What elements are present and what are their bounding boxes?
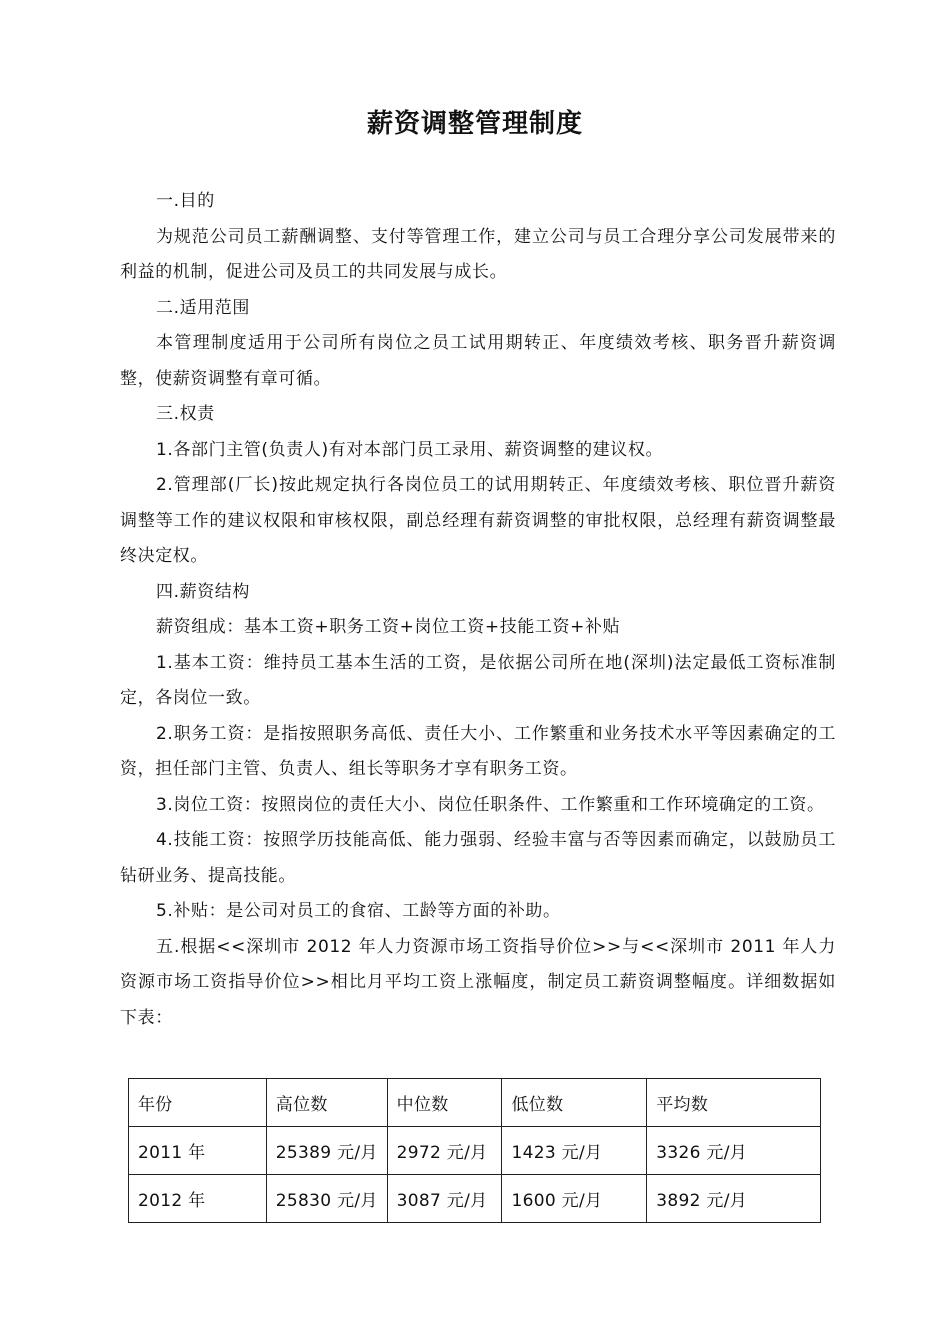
- table-cell: 3892 元/月: [647, 1175, 821, 1223]
- paragraph-adjustment-basis: 五.根据<<深圳市 2012 年人力资源市场工资指导价位>>与<<深圳市 2011 年人力资源市场工资指导价位>>相比月平均工资上涨幅度，制定员工薪资调整幅度。详细数据如下表：: [120, 936, 836, 1028]
- paragraph-scope: 本管理制度适用于公司所有岗位之员工试用期转正、年度绩效考核、职务晋升薪资调整，使薪资调整有章可循。: [120, 333, 836, 389]
- paragraph-responsibility-1: 1.各部门主管(负责人)有对本部门员工录用、薪资调整的建议权。: [156, 439, 664, 460]
- table-cell: 2972 元/月: [387, 1127, 502, 1175]
- paragraph-basic-wage: 1.基本工资：维持员工基本生活的工资，是依据公司所在地(深圳)法定最低工资标准制定，各岗位一致。: [120, 652, 836, 708]
- paragraph-skill-wage: 4.技能工资：按照学历技能高低、能力强弱、经验丰富与否等因素而确定，以鼓励员工钻研业务、提高技能。: [120, 830, 836, 886]
- table-header-cell: 平均数: [647, 1079, 821, 1127]
- paragraph-salary-composition: 薪资组成：基本工资+职务工资+岗位工资+技能工资+补贴: [156, 617, 621, 637]
- table-cell: 1600 元/月: [502, 1175, 647, 1223]
- table-header-cell: 年份: [129, 1079, 267, 1127]
- section-heading-purpose: 一.目的: [156, 191, 215, 211]
- salary-data-table: [128, 1078, 821, 1223]
- document-title: 薪资调整管理制度: [366, 109, 583, 139]
- paragraph-duty-wage: 2.职务工资：是指按照职务高低、责任大小、工作繁重和业务技术水平等因素确定的工资，担任部门主管、负责人、组长等职务才享有职务工资。: [120, 723, 836, 779]
- table-header-cell: 低位数: [502, 1079, 647, 1127]
- table-row: [129, 1175, 821, 1223]
- table-cell: 25389 元/月: [266, 1127, 387, 1175]
- document-body: [120, 184, 836, 1036]
- table-cell: 3326 元/月: [647, 1127, 821, 1175]
- paragraph-purpose: 为规范公司员工薪酬调整、支付等管理工作，建立公司与员工合理分享公司发展带来的利益的机制，促进公司及员工的共同发展与成长。: [120, 226, 836, 282]
- table-cell: 2012 年: [129, 1175, 267, 1223]
- table-cell: 3087 元/月: [387, 1175, 502, 1223]
- paragraph-responsibility-2: 2.管理部(厂长)按此规定执行各岗位员工的试用期转正、年度绩效考核、职位晋升薪资调整等工作的建议权限和审核权限，副总经理有薪资调整的审批权限，总经理有薪资调整最终决定权。: [120, 475, 836, 566]
- table-cell: 1423 元/月: [502, 1127, 647, 1175]
- table-cell: 2011 年: [129, 1127, 267, 1175]
- paragraph-allowance: 5.补贴：是公司对员工的食宿、工龄等方面的补助。: [156, 901, 561, 921]
- section-heading-responsibility: 三.权责: [156, 404, 215, 424]
- table-header-cell: 中位数: [387, 1079, 502, 1127]
- table-header-cell: 高位数: [266, 1079, 387, 1127]
- table-header-row: [129, 1079, 821, 1127]
- paragraph-position-wage: 3.岗位工资：按照岗位的责任大小、岗位任职条件、工作繁重和工作环境确定的工资。: [156, 794, 825, 815]
- section-heading-scope: 二.适用范围: [156, 297, 251, 318]
- table-row: [129, 1127, 821, 1175]
- table-cell: 25830 元/月: [266, 1175, 387, 1223]
- section-heading-salary-structure: 四.薪资结构: [156, 581, 251, 602]
